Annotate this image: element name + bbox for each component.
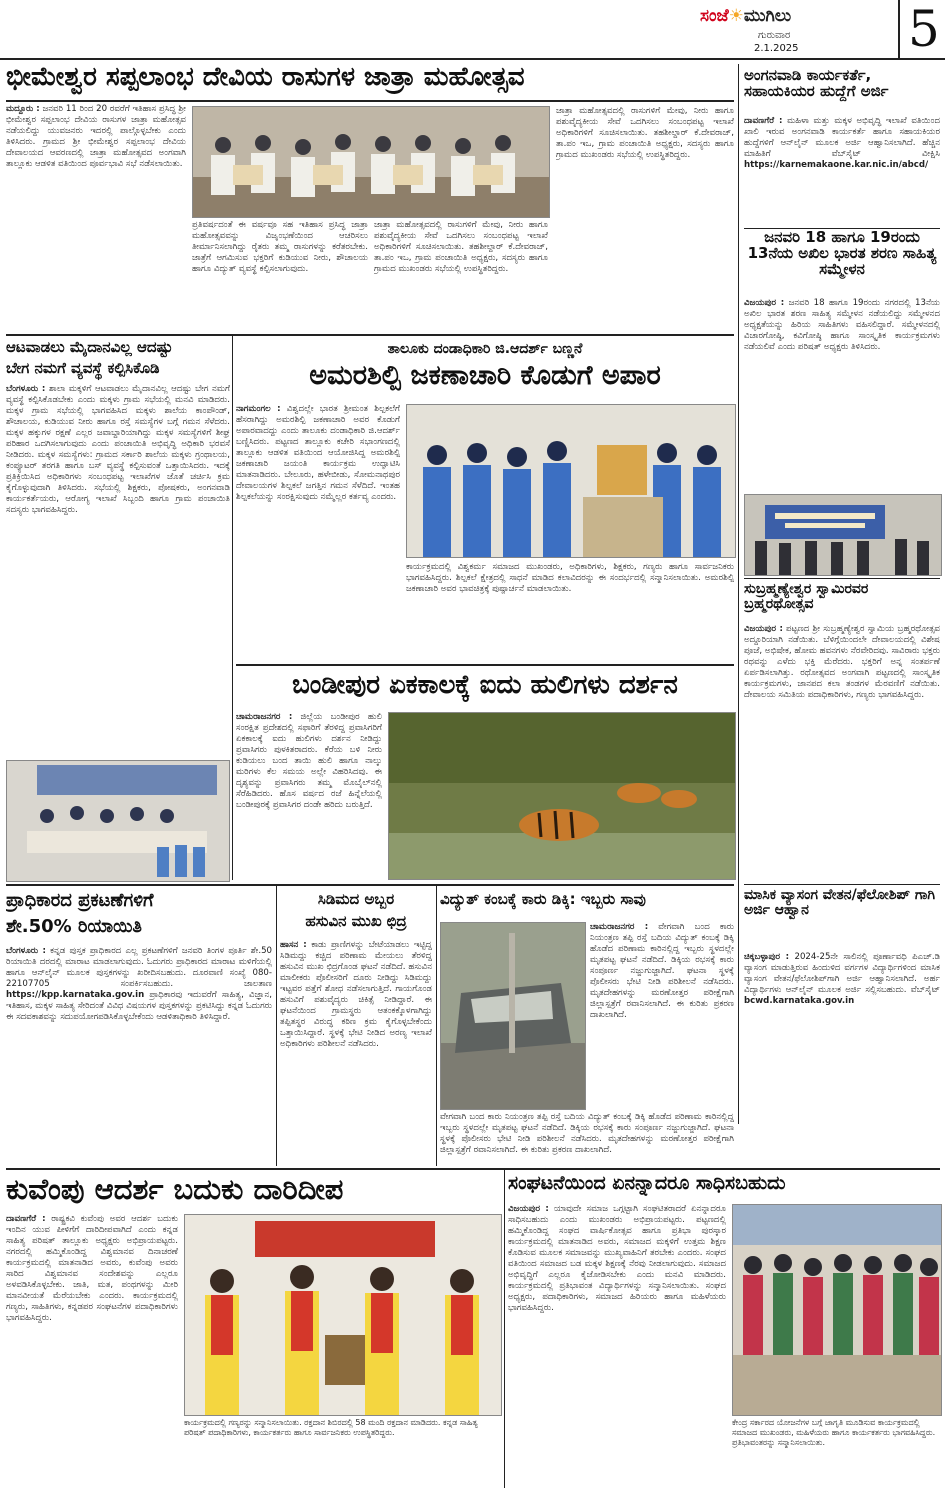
masthead — [0, 0, 945, 60]
sanghatane-headline: ಸಂಘಟನೆಯಿಂದ ಏನನ್ನಾದರೂ ಸಾಧಿಸಬಹುದು — [508, 1174, 786, 1194]
sidilu-dateline: ಹಾಸನ : — [280, 940, 307, 950]
meeting-photo-image — [7, 761, 229, 881]
divider — [6, 1168, 940, 1170]
masika-url: bcwd.karnataka.gov.in — [744, 996, 855, 1006]
sidilu-headline-line1: ಸಿಡಿಮದ ಅಬ್ಬರ — [317, 892, 395, 908]
wrecked-car-image — [441, 923, 585, 1109]
bhimeshwara-lead-text: ಜನವರಿ 11 ರಿಂದ 20 ರವರೆಗೆ ಇತಿಹಾಸ ಪ್ರಸಿದ್ಧ ಶ್ರೀ ಭೀಮೇಶ್ವರ ಸಪ್ಪಲಾಂಭ ದೇವಿಯ ರಾಸುಗಳ ಜಾತ್ರಾ ಮಹೋತ್ಸವ ನಡೆಯಲಿದ್ದು ಯುವಜನರು ಇದರಲ್ಲಿ ಪಾಲ್ಗೊಳ್ಳಬೇಕು ಎಂದು ತಿಳಿಸಿದರು. ಗ್ರಾಮದ ಶ್ರೀ ಭೀಮೇಶ್ವರ ಸಪ್ಪಲಾಂಭ ದೇವಿಯ ದೇವಾಲಯದ ಆವರಣದಲ್ಲಿ ಜಾತ್ರಾ ಮಹೋತ್ಸವದ ಅಂಗವಾಗಿ ತಾಲ್ಲೂಕು ಆಡಳಿತ ವತಿಯಿಂದ ಪೂರ್ವಭಾವಿ ಸಭೆ ನಡೆಸಲಾಯಿತು. — [6, 104, 186, 169]
anganwadi-headline: ಅಂಗನವಾಡಿ ಕಾರ್ಯಕರ್ತೆ, ಸಹಾಯಕಿಯರ ಹುದ್ದೆಗೆ ಅರ್ಜಿ — [744, 68, 889, 100]
column-divider — [436, 886, 437, 1166]
page-number: 5 — [898, 0, 940, 58]
playground-text: ಶಾಲಾ ಮಕ್ಕಳಿಗೆ ಆಟವಾಡಲು ಮೈದಾನವಿಲ್ಲ ಆದಷ್ಟು ಬೇಗ ನಮಗೆ ವ್ಯವಸ್ಥೆ ಕಲ್ಪಿಸಿಕೊಡಬೇಕು ಎಂದು ಮಕ್ಕಳು ಗ್ರಾಮ ಸಭೆಯಲ್ಲಿ ಮನವಿ ಮಾಡಿದರು. ಮಕ್ಕಳ ಗ್ರಾಮ ಸಭೆಯಲ್ಲಿ ಭಾಗವಹಿಸಿದ ಮಕ್ಕಳು ಶಾಲೆಯ ಕಾಂಪೌಂಡ್, ಶೌಚಾಲಯ, ಕುಡಿಯುವ ನೀರು ಹಾಗೂ ರಸ್ತೆ ಸಮಸ್ಯೆಗಳ ಬಗ್ಗೆ ಗಮನ ಸೆಳೆದರು. ಮಕ್ಕಳ ಹಕ್ಕುಗಳ ರಕ್ಷಣೆ ಎಲ್ಲರ ಜವಾಬ್ದಾರಿಯಾಗಿದ್ದು ಮಕ್ಕಳ ಸಮಸ್ಯೆಗಳಿಗೆ ಶೀಘ್ರ ಪರಿಹಾರ ಒದಗಿಸಲಾಗುವುದು ಎಂದು ಪಂಚಾಯಿತಿ ಅಭಿವೃದ್ಧಿ ಅಧಿಕಾರಿ ಭರವಸೆ ನೀಡಿದರು. ಮಕ್ಕಳ ಸಮಸ್ಯೆಗಳು: ಗ್ರಾಮದ ಸರ್ಕಾರಿ ಶಾಲೆಯ ಮಕ್ಕಳು ಗ್ರಂಥಾಲಯ, ಕಂಪ್ಯೂಟರ್ ತರಗತಿ ಹಾಗೂ ಬಸ್ ವ್ಯವಸ್ಥೆ ಕಲ್ಪಿಸುವಂತೆ ಒತ್ತಾಯಿಸಿದರು. ಇದಕ್ಕೆ ಪ್ರತಿಕ್ರಿಯಿಸಿದ ಅಧಿಕಾರಿಗಳು ಸಂಬಂಧಪಟ್ಟ ಇಲಾಖೆಗಳ ಜೊತೆ ಚರ್ಚಿಸಿ ಕ್ರಮ ಕೈಗೊಳ್ಳುವುದಾಗಿ ತಿಳಿಸಿದರು. ಸಭೆಯಲ್ಲಿ ಶಿಕ್ಷಕರು, ಪೋಷಕರು, ಅಂಗನವಾಡಿ ಕಾರ್ಯಕರ್ತೆಯರು, ಆರೋಗ್ಯ ಇಲಾಖೆ ಸಿಬ್ಬಂದಿ ಹಾಗೂ ಗ್ರಾಮ ಪಂಚಾಯಿತಿ ಸದಸ್ಯರು ಭಾಗವಹಿಸಿದ್ದರು. — [6, 384, 230, 515]
sharana-text: ಜನವರಿ 18 ಹಾಗೂ 19ರಂದು ನಗರದಲ್ಲಿ 13ನೆಯ ಅಖಿಲ ಭಾರತ ಶರಣ ಸಾಹಿತ್ಯ ಸಮ್ಮೇಳನ ನಡೆಯಲಿದ್ದು ಸಮ್ಮೇಳನದ ಅಧ್ಯಕ್ಷತೆಯನ್ನು ಹಿರಿಯ ಸಾಹಿತಿಗಳು ವಹಿಸಲಿದ್ದಾರೆ. ಸಮ್ಮೇಳನದಲ್ಲಿ ವಿಚಾರಗೋಷ್ಠಿ, ಕವಿಗೋಷ್ಠಿ ಹಾಗೂ ಸಾಂಸ್ಕೃತಿಕ ಕಾರ್ಯಕ್ರಮಗಳು ನಡೆಯಲಿವೆ ಎಂದು ಪರಿಷತ್ ಅಧ್ಯಕ್ಷರು ತಿಳಿಸಿದರು. — [744, 298, 940, 352]
sun-icon: ☀ — [728, 6, 744, 26]
sanghatane-text: ಯಾವುದೇ ಸಮಾಜ ಒಗ್ಗಟ್ಟಾಗಿ ಸಂಘಟಿತರಾದರೆ ಏನನ್ನಾದರೂ ಸಾಧಿಸಬಹುದು ಎಂದು ಮುಖಂಡರು ಅಭಿಪ್ರಾಯಪಟ್ಟರು. ಪಟ್ಟಣದಲ್ಲಿ ಹಮ್ಮಿಕೊಂಡಿದ್ದ ಸಂಘದ ವಾರ್ಷಿಕೋತ್ಸವ ಹಾಗೂ ಪ್ರತಿಭಾ ಪುರಸ್ಕಾರ ಕಾರ್ಯಕ್ರಮದಲ್ಲಿ ಮಾತನಾಡಿದ ಅವರು, ಸಮಾಜದ ಮಕ್ಕಳಿಗೆ ಉತ್ತಮ ಶಿಕ್ಷಣ ಕೊಡಿಸುವ ಮೂಲಕ ಸಮಾಜವನ್ನು ಮುಖ್ಯವಾಹಿನಿಗೆ ತರಬೇಕು ಎಂದರು. ಸಂಘದ ವತಿಯಿಂದ ಸಮಾಜದ ಬಡ ಮಕ್ಕಳ ಶಿಕ್ಷಣಕ್ಕೆ ನೆರವು ನೀಡಲಾಗುವುದು. ಸಮಾಜದ ಅಭಿವೃದ್ಧಿಗೆ ಎಲ್ಲರೂ ಕೈಜೋಡಿಸಬೇಕು ಎಂದು ಮನವಿ ಮಾಡಿದರು. ಕಾರ್ಯಕ್ರಮದಲ್ಲಿ ಪ್ರತಿಭಾವಂತ ವಿದ್ಯಾರ್ಥಿಗಳನ್ನು ಸನ್ಮಾನಿಸಲಾಯಿತು. ಸಂಘದ ಅಧ್ಯಕ್ಷರು, ಪದಾಧಿಕಾರಿಗಳು, ಸಮಾಜದ ಹಿರಿಯರು ಹಾಗೂ ಮಹಿಳೆಯರು ಭಾಗವಹಿಸಿದ್ದರು. — [508, 1204, 726, 1313]
subrahmanya-dateline: ವಿಜಯಪುರ : — [744, 624, 783, 634]
ceremony-photo-image — [407, 405, 735, 557]
sharana-body — [744, 298, 940, 490]
playground-headline-line1: ಆಟವಾಡಲು ಮೈದಾನವಿಲ್ಲ ಆದಷ್ಟು — [6, 340, 173, 356]
sidilu-body — [280, 940, 432, 1166]
masika-headline: ಮಾಸಿಕ ವ್ಯಾಸಂಗ ವೇತನ/ಫೆಲೋಶಿಪ್ ಗಾಗಿ ಅರ್ಜಿ ಆಹ್ವಾನ — [744, 888, 936, 918]
accident-body — [590, 922, 734, 1108]
column-divider — [738, 64, 739, 1124]
amarashilpi-kicker: ತಾಲೂಕು ದಂಡಾಧಿಕಾರಿ ಜಿ.ಆದರ್ಶ್ ಬಣ್ಣನೆ — [387, 342, 583, 357]
kuvempu-text: ರಾಷ್ಟ್ರಕವಿ ಕುವೆಂಪು ಅವರ ಆದರ್ಶ ಬದುಕು ಇಂದಿನ ಯುವ ಪೀಳಿಗೆಗೆ ದಾರಿದೀಪವಾಗಿದೆ ಎಂದು ಕನ್ನಡ ಸಾಹಿತ್ಯ ಪರಿಷತ್ ತಾಲ್ಲೂಕು ಅಧ್ಯಕ್ಷರು ಅಭಿಪ್ರಾಯಪಟ್ಟರು. ನಗರದಲ್ಲಿ ಹಮ್ಮಿಕೊಂಡಿದ್ದ ವಿಶ್ವಮಾನವ ದಿನಾಚರಣೆ ಕಾರ್ಯಕ್ರಮದಲ್ಲಿ ಮಾತನಾಡಿದ ಅವರು, ಕುವೆಂಪು ಅವರು ಸಾರಿದ ವಿಶ್ವಮಾನವ ಸಂದೇಶವನ್ನು ಎಲ್ಲರೂ ಅಳವಡಿಸಿಕೊಳ್ಳಬೇಕು. ಜಾತಿ, ಮತ, ಪಂಥಗಳನ್ನು ಮೀರಿ ಮಾನವೀಯತೆ ಮೆರೆಯಬೇಕು ಎಂದರು. ಕಾರ್ಯಕ್ರಮದಲ್ಲಿ ಗಣ್ಯರು, ಸಾಹಿತಿಗಳು, ಕನ್ನಡಪರ ಸಂಘಟನೆಗಳ ಪದಾಧಿಕಾರಿಗಳು ಭಾಗವಹಿಸಿದ್ದರು. — [6, 1214, 178, 1323]
sharana-dateline: ವಿಜಯಪುರ : — [744, 298, 785, 308]
paper-name-part-a: ಸಂಜೆ — [700, 6, 729, 26]
amarashilpi-body-b: ಕಾರ್ಯಕ್ರಮದಲ್ಲಿ ವಿಶ್ವಕರ್ಮ ಸಮಾಜದ ಮುಖಂಡರು, ಅಧಿಕಾರಿಗಳು, ಶಿಕ್ಷಕರು, ಗಣ್ಯರು ಹಾಗೂ ಸಾರ್ವಜನಿಕರು ಭಾಗವಹಿಸಿದ್ದರು. ಶಿಲ್ಪಕಲೆ ಕ್ಷೇತ್ರದಲ್ಲಿ ಸಾಧನೆ ಮಾಡಿದ ಕಲಾವಿದರನ್ನು ಈ ಸಂದರ್ಭದಲ್ಲಿ ಸನ್ಮಾನಿಸಲಾಯಿತು. ಅಮರಶಿಲ್ಪಿ ಜಕಣಾಚಾರಿ ಅವರ ಭಾವಚಿತ್ರಕ್ಕೆ ಪುಷ್ಪಾರ್ಚನೆ ಮಾಡಲಾಯಿತು. — [406, 562, 734, 594]
masika-dateline: ಚಿಕ್ಕಬಳ್ಳಾಪುರ : — [744, 952, 790, 962]
subrahmanya-headline: ಸುಬ್ರಹ್ಮಣ್ಯೇಶ್ವರ ಸ್ವಾಮಿರವರ ಬ್ರಹ್ಮರಥೋತ್ಸವ — [744, 582, 869, 612]
pradhikara-headline-line1: ಪ್ರಾಧಿಕಾರದ ಪ್ರಕಟಣೆಗಳಿಗೆ — [6, 892, 154, 911]
divider — [6, 334, 734, 336]
pradhikara-body — [6, 946, 272, 1106]
sanghatane-body — [508, 1204, 726, 1486]
bhimeshwara-photo — [192, 106, 550, 218]
kuvempu-dateline: ದಾವಣಗೆರೆ : — [6, 1214, 46, 1224]
pradhikara-url: https://kpp.karnataka.gov.in — [6, 990, 145, 1000]
sharana-headline: ಜನವರಿ 18 ಹಾಗೂ 19ರಂದು 13ನೆಯ ಅಖಿಲ ಭಾರತ ಶರಣ ಸಾಹಿತ್ಯ ಸಮ್ಮೇಳನ — [747, 230, 937, 278]
accident-car-photo — [440, 922, 586, 1110]
tiger-photo-image — [389, 713, 735, 879]
amarashilpi-photo — [406, 404, 736, 558]
felicitation-photo-image — [185, 1215, 501, 1415]
anganwadi-url: https://karnemakaone.kar.nic.in/abcd/ — [744, 160, 929, 170]
pradhikara-text-b: ಪ್ರಾಧಿಕಾರವು ಇದುವರೆಗೆ ಸಾಹಿತ್ಯ, ವಿಜ್ಞಾನ, ಇತಿಹಾಸ, ಮಕ್ಕಳ ಸಾಹಿತ್ಯ ಸೇರಿದಂತೆ ವಿವಿಧ ವಿಷಯಗಳ ಪುಸ್ತಕಗಳನ್ನು ಪ್ರಕಟಿಸಿದ್ದು ಕನ್ನಡ ಓದುಗರು ಈ ಸದವಕಾಶವನ್ನು ಸದುಪಯೋಗಪಡಿಸಿಕೊಳ್ಳಬೇಕೆಂದು ಆಡಳಿತಾಧಿಕಾರಿ ತಿಳಿಸಿದ್ದಾರೆ. — [6, 990, 272, 1022]
divider — [744, 578, 940, 579]
divider — [744, 228, 940, 229]
divider — [6, 884, 734, 886]
playground-body — [6, 384, 230, 754]
group-women-photo-image — [733, 1205, 941, 1415]
anganwadi-body — [744, 116, 940, 226]
sanghatane-photo — [732, 1204, 942, 1416]
masika-text: 2024-25ನೇ ಸಾಲಿನಲ್ಲಿ ಪೂರ್ಣಾವಧಿ ಪಿಎಚ್.ಡಿ ವ್ಯಾಸಂಗ ಮಾಡುತ್ತಿರುವ ಹಿಂದುಳಿದ ವರ್ಗಗಳ ವಿದ್ಯಾರ್ಥಿಗಳಿಂದ ಮಾಸಿಕ ವ್ಯಾಸಂಗ ವೇತನ/ಫೆಲೋಶಿಪ್‌ಗಾಗಿ ಅರ್ಜಿ ಆಹ್ವಾನಿಸಲಾಗಿದೆ. ಅರ್ಹ ವಿದ್ಯಾರ್ಥಿಗಳು ಆನ್‌ಲೈನ್ ಮೂಲಕ ಅರ್ಜಿ ಸಲ್ಲಿಸಬಹುದು. ವೆಬ್‌ಸೈಟ್ — [744, 952, 940, 995]
kuvempu-caption: ಕಾರ್ಯಕ್ರಮದಲ್ಲಿ ಗಣ್ಯರನ್ನು ಸನ್ಮಾನಿಸಲಾಯಿತು. ರಕ್ತದಾನ ಶಿಬಿರದಲ್ಲಿ 58 ಮಂದಿ ರಕ್ತದಾನ ಮಾಡಿದರು. ಕನ್ನಡ ಸಾಹಿತ್ಯ ಪರಿಷತ್ ಪದಾಧಿಕಾರಿಗಳು, ಕಾರ್ಯಕರ್ತರು ಹಾಗೂ ಸಾರ್ವಜನಿಕರು ಉಪಸ್ಥಿತರಿದ್ದರು. — [184, 1418, 478, 1437]
banner-photo-image — [745, 495, 941, 575]
amarashilpi-body — [236, 404, 400, 660]
playground-photo — [6, 760, 230, 882]
issue-day: ಗುರುವಾರ — [758, 30, 791, 41]
anganwadi-text: ಮಹಿಳಾ ಮತ್ತು ಮಕ್ಕಳ ಅಭಿವೃದ್ಧಿ ಇಲಾಖೆ ವತಿಯಿಂದ ಖಾಲಿ ಇರುವ ಅಂಗನವಾಡಿ ಕಾರ್ಯಕರ್ತೆ ಹಾಗೂ ಸಹಾಯಕಿಯರ ಹುದ್ದೆಗಳಿಗೆ ಆನ್‌ಲೈನ್ ಮೂಲಕ ಅರ್ಜಿ ಆಹ್ವಾನಿಸಲಾಗಿದೆ. ಹೆಚ್ಚಿನ ಮಾಹಿತಿಗೆ ವೆಬ್‌ಸೈಟ್ ವೀಕ್ಷಿಸಿ — [744, 116, 940, 159]
bhimeshwara-col2: ಪ್ರತಿವರ್ಷದಂತೆ ಈ ವರ್ಷವೂ ಸಹ ಇತಿಹಾಸ ಪ್ರಸಿದ್ಧ ಜಾತ್ರಾ ಮಹೋತ್ಸವವನ್ನು ವಿಜೃಂಭಣೆಯಿಂದ ಆಚರಿಸಲು ತೀರ್ಮಾನಿಸಲಾಗಿದ್ದು ರೈತರು ತಮ್ಮ ರಾಸುಗಳನ್ನು ಕರೆತರಬೇಕು. ಜಾತ್ರೆಗೆ ಆಗಮಿಸುವ ಭಕ್ತರಿಗೆ ಕುಡಿಯುವ ನೀರು, ಶೌಚಾಲಯ ಹಾಗೂ ವಿದ್ಯುತ್ ವ್ಯವಸ್ಥೆ ಕಲ್ಪಿಸಲಾಗುವುದು. — [192, 220, 368, 274]
sharana-photo — [744, 494, 942, 576]
column-divider — [504, 1170, 505, 1488]
amarashilpi-text: ವಿಶ್ವದಲ್ಲೇ ಭಾರತ ಶ್ರೀಮಂತ ಶಿಲ್ಪಕಲೆಗೆ ಹೆಸರಾಗಿದ್ದು ಅಮರಶಿಲ್ಪಿ ಜಕಣಾಚಾರಿ ಅವರ ಕೊಡುಗೆ ಅಪಾರವಾದದ್ದು ಎಂದು ತಾಲೂಕು ದಂಡಾಧಿಕಾರಿ ಜಿ.ಆದರ್ಶ್ ಬಣ್ಣಿಸಿದರು. ಪಟ್ಟಣದ ತಾಲ್ಲೂಕು ಕಚೇರಿ ಸಭಾಂಗಣದಲ್ಲಿ ತಾಲ್ಲೂಕು ಆಡಳಿತ ವತಿಯಿಂದ ಆಯೋಜಿಸಿದ್ದ ಅಮರಶಿಲ್ಪಿ ಜಕಣಾಚಾರಿ ಜಯಂತಿ ಕಾರ್ಯಕ್ರಮ ಉದ್ಘಾಟಿಸಿ ಮಾತನಾಡಿದರು. ಬೇಲೂರು, ಹಳೇಬೀಡು, ಸೋಮನಾಥಪುರ ದೇವಾಲಯಗಳ ಶಿಲ್ಪಕಲೆ ಜಗತ್ತಿನ ಗಮನ ಸೆಳೆದಿದೆ. ಇಂತಹ ಶಿಲ್ಪಕಲೆಯನ್ನು ಸಂರಕ್ಷಿಸುವುದು ನಮ್ಮೆಲ್ಲರ ಕರ್ತವ್ಯ ಎಂದರು. — [236, 404, 400, 502]
playground-headline-line2: ಬೇಗ ನಮಗೆ ವ್ಯವಸ್ಥೆ ಕಲ್ಪಿಸಿಕೊಡಿ — [6, 361, 160, 377]
accident-text: ವೇಗವಾಗಿ ಬಂದ ಕಾರು ನಿಯಂತ್ರಣ ತಪ್ಪಿ ರಸ್ತೆ ಬದಿಯ ವಿದ್ಯುತ್ ಕಂಬಕ್ಕೆ ಡಿಕ್ಕಿ ಹೊಡೆದ ಪರಿಣಾಮ ಕಾರಿನಲ್ಲಿದ್ದ ಇಬ್ಬರು ಸ್ಥಳದಲ್ಲೇ ಮೃತಪಟ್ಟ ಘಟನೆ ನಡೆದಿದೆ. ಡಿಕ್ಕಿಯ ರಭಸಕ್ಕೆ ಕಾರು ಸಂಪೂರ್ಣ ನಜ್ಜುಗುಜ್ಜಾಗಿದೆ. ಘಟನಾ ಸ್ಥಳಕ್ಕೆ ಪೊಲೀಸರು ಭೇಟಿ ನೀಡಿ ಪರಿಶೀಲನೆ ನಡೆಸಿದರು. ಮೃತದೇಹಗಳನ್ನು ಮರಣೋತ್ತರ ಪರೀಕ್ಷೆಗಾಗಿ ಜಿಲ್ಲಾಸ್ಪತ್ರೆಗೆ ರವಾನಿಸಲಾಗಿದೆ. ಈ ಕುರಿತು ಪ್ರಕರಣ ದಾಖಲಾಗಿದೆ. — [590, 922, 734, 1020]
sidilu-headline-line2: ಹಸುವಿನ ಮುಖ ಛಿದ್ರ — [305, 914, 407, 930]
pradhikara-headline-line2: ಶೇ.50% ರಿಯಾಯಿತಿ — [6, 918, 142, 937]
group-photo-image — [193, 107, 549, 217]
subrahmanya-body — [744, 624, 940, 880]
accident-body-b: ವೇಗವಾಗಿ ಬಂದ ಕಾರು ನಿಯಂತ್ರಣ ತಪ್ಪಿ ರಸ್ತೆ ಬದಿಯ ವಿದ್ಯುತ್ ಕಂಬಕ್ಕೆ ಡಿಕ್ಕಿ ಹೊಡೆದ ಪರಿಣಾಮ ಕಾರಿನಲ್ಲಿದ್ದ ಇಬ್ಬರು ಸ್ಥಳದಲ್ಲೇ ಮೃತಪಟ್ಟ ಘಟನೆ ನಡೆದಿದೆ. ಡಿಕ್ಕಿಯ ರಭಸಕ್ಕೆ ಕಾರು ಸಂಪೂರ್ಣ ನಜ್ಜುಗುಜ್ಜಾಗಿದೆ. ಘಟನಾ ಸ್ಥಳಕ್ಕೆ ಪೊಲೀಸರು ಭೇಟಿ ನೀಡಿ ಪರಿಶೀಲನೆ ನಡೆಸಿದರು. ಮೃತದೇಹಗಳನ್ನು ಮರಣೋತ್ತರ ಪರೀಕ್ಷೆಗಾಗಿ ಜಿಲ್ಲಾಸ್ಪತ್ರೆಗೆ ರವಾನಿಸಲಾಗಿದೆ. ಈ ಕುರಿತು ಪ್ರಕರಣ ದಾಖಲಾಗಿದೆ. — [440, 1112, 734, 1155]
amarashilpi-dateline: ನಾಗಮಂಗಲ : — [236, 404, 281, 414]
bhimeshwara-col3: ಜಾತ್ರಾ ಮಹೋತ್ಸವದಲ್ಲಿ ರಾಸುಗಳಿಗೆ ಮೇವು, ನೀರು ಹಾಗೂ ಪಶುವೈದ್ಯಕೀಯ ಸೇವೆ ಒದಗಿಸಲು ಸಂಬಂಧಪಟ್ಟ ಇಲಾಖೆ ಅಧಿಕಾರಿಗಳಿಗೆ ಸೂಚಿಸಲಾಯಿತು. ತಹಶೀಲ್ದಾರ್ ಕೆ.ದೇವರಾಜ್, ತಾ.ಪಂ ಇಒ, ಗ್ರಾಮ ಪಂಚಾಯಿತಿ ಅಧ್ಯಕ್ಷರು, ಸದಸ್ಯರು ಹಾಗೂ ಗ್ರಾಮದ ಮುಖಂಡರು ಸಭೆಯಲ್ಲಿ ಉಪಸ್ಥಿತರಿದ್ದರು. — [556, 106, 734, 160]
sanghatane-caption: ಕೇಂದ್ರ ಸರ್ಕಾರದ ಯೋಜನೆಗಳ ಬಗ್ಗೆ ಜಾಗೃತಿ ಮೂಡಿಸುವ ಕಾರ್ಯಕ್ರಮದಲ್ಲಿ ಸಮಾಜದ ಮುಖಂಡರು, ಮಹಿಳೆಯರು ಹಾಗೂ ಕಾರ್ಯಕರ್ತರು ಭಾಗವಹಿಸಿದ್ದರು. ಪ್ರತಿಭಾವಂತರನ್ನು ಸನ್ಮಾನಿಸಲಾಯಿತು. — [732, 1418, 936, 1447]
pradhikara-dateline: ಬೆಂಗಳೂರು : — [6, 946, 46, 956]
sidilu-text: ಕಾಡು ಪ್ರಾಣಿಗಳನ್ನು ಬೇಟೆಯಾಡಲು ಇಟ್ಟಿದ್ದ ಸಿಡಿಮದ್ದು ಕಚ್ಚಿದ ಪರಿಣಾಮ ಮೇಯಲು ತೆರಳಿದ್ದ ಹಸುವಿನ ಮುಖ ಛಿದ್ರಗೊಂಡ ಘಟನೆ ನಡೆದಿದೆ. ಹಸುವಿನ ಮಾಲೀಕರು ಪೊಲೀಸರಿಗೆ ದೂರು ನೀಡಿದ್ದು ಸಿಡಿಮದ್ದು ಇಟ್ಟವರ ಪತ್ತೆಗೆ ಶೋಧ ನಡೆಸಲಾಗುತ್ತಿದೆ. ಗಾಯಗೊಂಡ ಹಸುವಿಗೆ ಪಶುವೈದ್ಯರು ಚಿಕಿತ್ಸೆ ನೀಡಿದ್ದಾರೆ. ಈ ಘಟನೆಯಿಂದ ಗ್ರಾಮಸ್ಥರು ಆತಂಕಕ್ಕೊಳಗಾಗಿದ್ದು ತಪ್ಪಿತಸ್ಥರ ವಿರುದ್ಧ ಕಠಿಣ ಕ್ರಮ ಕೈಗೊಳ್ಳಬೇಕೆಂದು ಒತ್ತಾಯಿಸಿದ್ದಾರೆ. ಸ್ಥಳಕ್ಕೆ ಭೇಟಿ ನೀಡಿದ ಅರಣ್ಯ ಇಲಾಖೆ ಅಧಿಕಾರಿಗಳು ಪರಿಶೀಲನೆ ನಡೆಸಿದರು. — [280, 940, 432, 1049]
bandipur-tiger-photo — [388, 712, 736, 880]
playground-dateline: ಬೆಂಗಳೂರು : — [6, 384, 46, 394]
bhimeshwara-lead — [6, 104, 186, 332]
masika-body — [744, 952, 940, 1120]
kuvempu-photo — [184, 1214, 502, 1416]
amarashilpi-headline: ಅಮರಶಿಲ್ಪಿ ಜಕಣಾಚಾರಿ ಕೊಡುಗೆ ಅಪಾರ — [309, 362, 661, 391]
bandipur-dateline: ಚಾಮರಾಜನಗರ : — [236, 712, 293, 722]
bhimeshwara-headline: ಭೀಮೇಶ್ವರ ಸಪ್ಪಲಾಂಭ ದೇವಿಯ ರಾಸುಗಳ ಜಾತ್ರಾ ಮಹೋತ್ಸವ — [6, 64, 525, 92]
divider — [236, 664, 734, 666]
subrahmanya-text: ಪಟ್ಟಣದ ಶ್ರೀ ಸುಬ್ರಹ್ಮಣ್ಯೇಶ್ವರ ಸ್ವಾಮಿಯ ಬ್ರಹ್ಮರಥೋತ್ಸವ ಅದ್ದೂರಿಯಾಗಿ ನಡೆಯಿತು. ಬೆಳಿಗ್ಗೆಯಿಂದಲೇ ದೇವಾಲಯದಲ್ಲಿ ವಿಶೇಷ ಪೂಜೆ, ಅಭಿಷೇಕ, ಹೋಮ ಹವನಗಳು ನೆರವೇರಿದವು. ಸಾವಿರಾರು ಭಕ್ತರು ರಥವನ್ನು ಎಳೆದು ಭಕ್ತಿ ಮೆರೆದರು. ಭಕ್ತರಿಗೆ ಅನ್ನ ಸಂತರ್ಪಣೆ ಏರ್ಪಡಿಸಲಾಗಿತ್ತು. ರಥೋತ್ಸವದ ಅಂಗವಾಗಿ ಪಟ್ಟಣದಲ್ಲಿ ಸಾಂಸ್ಕೃತಿಕ ಕಾರ್ಯಕ್ರಮಗಳು, ಜಾನಪದ ಕಲಾ ತಂಡಗಳ ಮೆರವಣಿಗೆ ನಡೆಯಿತು. ದೇವಾಲಯ ಸಮಿತಿಯ ಪದಾಧಿಕಾರಿಗಳು, ಗಣ್ಯರು ಭಾಗವಹಿಸಿದ್ದರು. — [744, 624, 940, 700]
column-divider — [232, 336, 233, 880]
bandipur-text: ಜಿಲ್ಲೆಯ ಬಂಡೀಪುರ ಹುಲಿ ಸಂರಕ್ಷಿತ ಪ್ರದೇಶದಲ್ಲಿ ಸಫಾರಿಗೆ ತೆರಳಿದ್ದ ಪ್ರವಾಸಿಗರಿಗೆ ಏಕಕಾಲಕ್ಕೆ ಐದು ಹುಲಿಗಳು ದರ್ಶನ ನೀಡಿದ್ದು ಪ್ರವಾಸಿಗರು ಪುಳಕಿತರಾದರು. ಕೆರೆಯ ಬಳಿ ನೀರು ಕುಡಿಯಲು ಬಂದ ತಾಯಿ ಹುಲಿ ಹಾಗೂ ನಾಲ್ಕು ಮರಿಗಳು ಕೆಲ ಸಮಯ ಅಲ್ಲೇ ವಿಹರಿಸಿದವು. ಈ ದೃಶ್ಯವನ್ನು ಪ್ರವಾಸಿಗರು ತಮ್ಮ ಮೊಬೈಲ್‌ನಲ್ಲಿ ಸೆರೆಹಿಡಿದರು. ಹೊಸ ವರ್ಷದ ರಜೆ ಹಿನ್ನೆಲೆಯಲ್ಲಿ ಬಂಡೀಪುರಕ್ಕೆ ಪ್ರವಾಸಿಗರ ದಂಡೇ ಹರಿದು ಬರುತ್ತಿದೆ. — [236, 712, 382, 810]
bandipur-body — [236, 712, 382, 878]
issue-date: 2.1.2025 — [754, 43, 799, 54]
bhimeshwara-col2b: ಜಾತ್ರಾ ಮಹೋತ್ಸವದಲ್ಲಿ ರಾಸುಗಳಿಗೆ ಮೇವು, ನೀರು ಹಾಗೂ ಪಶುವೈದ್ಯಕೀಯ ಸೇವೆ ಒದಗಿಸಲು ಸಂಬಂಧಪಟ್ಟ ಇಲಾಖೆ ಅಧಿಕಾರಿಗಳಿಗೆ ಸೂಚಿಸಲಾಯಿತು. ತಹಶೀಲ್ದಾರ್ ಕೆ.ದೇವರಾಜ್, ತಾ.ಪಂ ಇಒ, ಗ್ರಾಮ ಪಂಚಾಯಿತಿ ಅಧ್ಯಕ್ಷರು, ಸದಸ್ಯರು ಹಾಗೂ ಗ್ರಾಮದ ಮುಖಂಡರು ಸಭೆಯಲ್ಲಿ ಉಪಸ್ಥಿತರಿದ್ದರು. — [374, 220, 548, 274]
accident-headline: ವಿದ್ಯುತ್ ಕಂಬಕ್ಕೆ ಕಾರು ಡಿಕ್ಕಿ: ಇಬ್ಬರು ಸಾವು — [440, 892, 646, 908]
divider — [6, 100, 734, 102]
sanghatane-dateline: ವಿಜಯಪುರ : — [508, 1204, 549, 1214]
bhimeshwara-dateline: ಮದ್ದೂರು : — [6, 104, 40, 114]
divider — [744, 884, 940, 885]
paper-logo — [700, 6, 791, 26]
accident-dateline: ಚಾಮರಾಜನಗರ : — [590, 922, 649, 932]
paper-name-part-b: ಮುಗಿಲು — [743, 6, 792, 26]
bandipur-headline: ಬಂಡೀಪುರ ಏಕಕಾಲಕ್ಕೆ ಐದು ಹುಲಿಗಳು ದರ್ಶನ — [292, 672, 678, 700]
kuvempu-body — [6, 1214, 178, 1486]
column-divider — [276, 886, 277, 1166]
pradhikara-text: ಕನ್ನಡ ಪುಸ್ತಕ ಪ್ರಾಧಿಕಾರದ ಎಲ್ಲ ಪ್ರಕಟಣೆಗಳಿಗೆ ಜನವರಿ ತಿಂಗಳ ಪೂರ್ತಿ ಶೇ.50 ರಿಯಾಯಿತಿ ದರದಲ್ಲಿ ಮಾರಾಟ ಮಾಡಲಾಗುವುದು. ಓದುಗರು ಪ್ರಾಧಿಕಾರದ ಮಾರಾಟ ಮಳಿಗೆಯಲ್ಲಿ ಹಾಗೂ ಆನ್‌ಲೈನ್ ಮೂಲಕ ಪುಸ್ತಕಗಳನ್ನು ಖರೀದಿಸಬಹುದು. ದೂರವಾಣಿ ಸಂಖ್ಯೆ 080-22107705 ಸಂಪರ್ಕಿಸಬಹುದು. ಜಾಲತಾಣ — [6, 946, 272, 989]
kuvempu-headline: ಕುವೆಂಪು ಆದರ್ಶ ಬದುಕು ದಾರಿದೀಪ — [6, 1174, 344, 1206]
anganwadi-dateline: ದಾವಣಗೆರೆ : — [744, 116, 783, 126]
